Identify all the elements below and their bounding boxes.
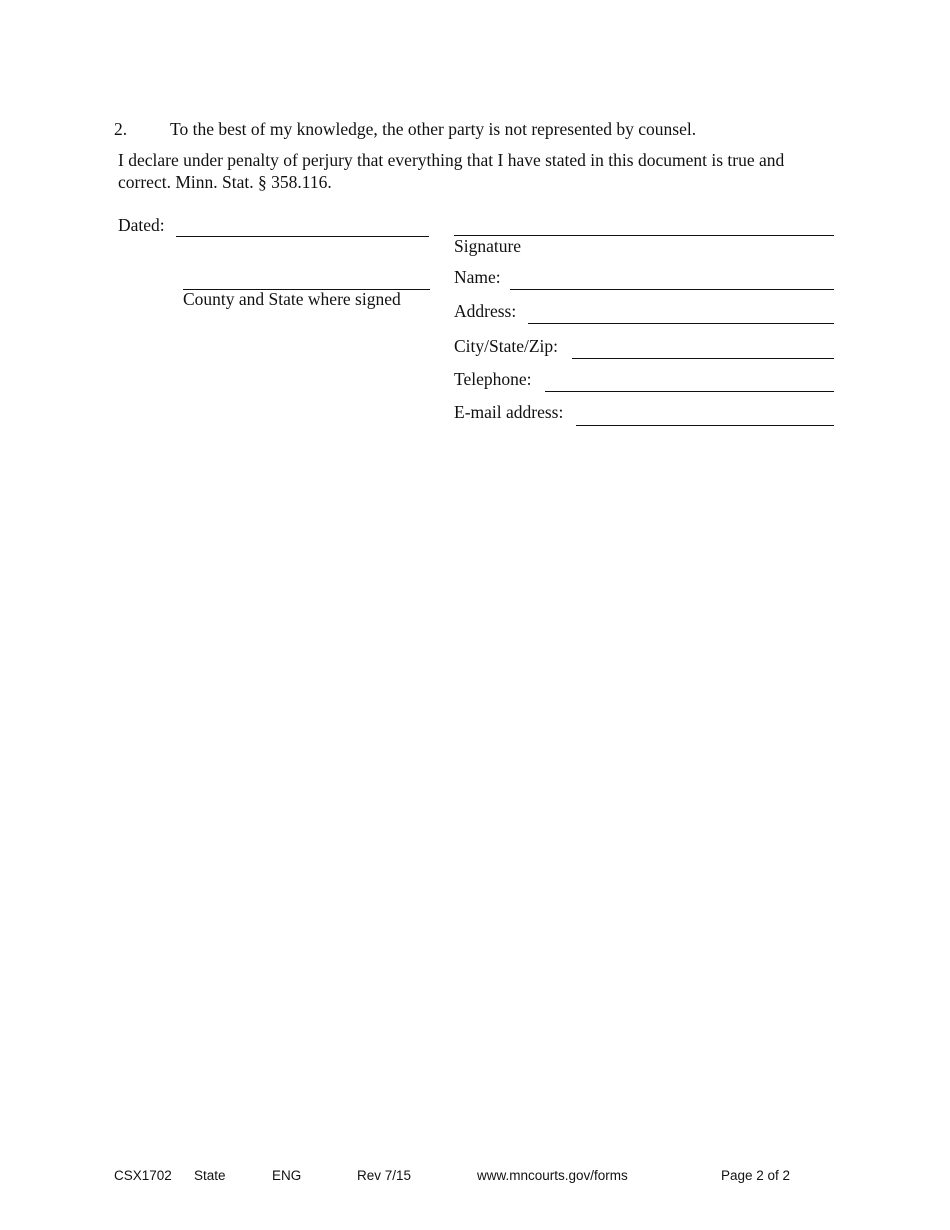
telephone-label: Telephone: bbox=[454, 369, 532, 389]
signature-label: Signature bbox=[454, 236, 522, 256]
county-state-label: County and State where signed bbox=[183, 289, 401, 309]
city-state-zip-field-line[interactable] bbox=[572, 358, 834, 359]
footer-language: ENG bbox=[272, 1168, 302, 1183]
item-text: To the best of my knowledge, the other party is not represented by counsel. bbox=[170, 119, 697, 139]
declaration-line-2: correct. Minn. Stat. § 358.116. bbox=[118, 172, 332, 192]
email-field-line[interactable] bbox=[576, 425, 834, 426]
declaration-line-1: I declare under penalty of perjury that everything that I have stated in this document is true and bbox=[118, 150, 785, 170]
address-label: Address: bbox=[454, 301, 517, 321]
name-label: Name: bbox=[454, 267, 501, 287]
name-field-line[interactable] bbox=[510, 289, 834, 290]
footer-revision: Rev 7/15 bbox=[357, 1168, 412, 1183]
telephone-field-line[interactable] bbox=[545, 391, 834, 392]
dated-field-line[interactable] bbox=[176, 236, 429, 237]
item-number: 2. bbox=[114, 119, 128, 139]
footer-form-code: CSX1702 bbox=[114, 1168, 172, 1183]
city-state-zip-label: City/State/Zip: bbox=[454, 336, 559, 356]
footer-page-number: Page 2 of 2 bbox=[721, 1168, 791, 1183]
address-field-line[interactable] bbox=[528, 323, 834, 324]
footer-url: www.mncourts.gov/forms bbox=[477, 1168, 628, 1183]
dated-label: Dated: bbox=[118, 215, 165, 235]
footer-type: State bbox=[194, 1168, 226, 1183]
email-label: E-mail address: bbox=[454, 402, 564, 422]
